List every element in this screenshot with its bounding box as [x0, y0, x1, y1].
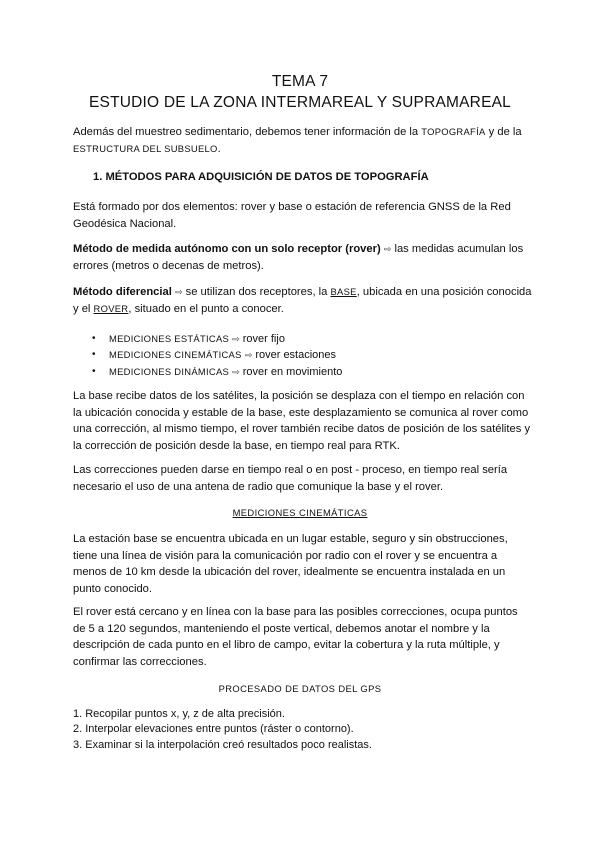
intro-topografia: TOPOGRAFÍA — [421, 126, 486, 137]
intro-estructura: ESTRUCTURA DEL SUBSUELO — [73, 142, 218, 154]
arrow-icon: ⇨ — [232, 334, 240, 344]
list-item: 2. Interpolar elevaciones entre puntos (ráster o contorno). — [73, 723, 354, 736]
section-1-heading: 1. MÉTODOS PARA ADQUISICIÓN DE DATOS DE TOPOGRAFÍA — [93, 171, 429, 183]
metodo-autonomo-text: las medidas acumulan los errores (metros o decenas de metros). — [73, 243, 524, 272]
intro-text-3: . — [217, 142, 221, 155]
arrow-icon: ⇨ — [244, 350, 253, 361]
list-item — [92, 364, 342, 380]
intro-paragraph — [73, 124, 543, 157]
medicion-value: rover en movimiento — [239, 365, 343, 378]
list-item — [92, 347, 342, 363]
paragraph-correcciones: Las correcciones pueden darse en tiempo real o en post - proceso, en tiempo real sería necesario el uso de una antena de radio que comunique la base y el rover. — [73, 464, 508, 493]
medicion-value: rover estaciones — [252, 349, 337, 362]
arrow-icon: ⇨ — [174, 287, 183, 297]
medicion-value: rover fijo — [239, 333, 285, 345]
medicion-label: MEDICIONES CINEMÁTICAS — [109, 349, 242, 361]
list-item: 3. Examinar si la interpolación creó resultados poco realistas. — [73, 738, 372, 751]
paragraph-formado: Está formado por dos elementos: rover y base o estación de referencia GNSS de la Red Geodésica Nacional. — [73, 201, 511, 230]
metodo-diferencial-text-3: , situado en el punto a conocer. — [128, 302, 284, 315]
intro-text-2: y de la — [485, 126, 522, 138]
procesado-list — [73, 707, 372, 753]
paragraph-estacion: La estación base se encuentra ubicada en un lugar estable, seguro y sin obstrucciones, tiene una línea de visión para la comunicación por radio con el rover y se encuentra a menos de 10 km desde la ubicación del rover, idealmente se encuentra instalada en un punto conocido. — [73, 533, 508, 595]
heading-mediciones-cinematicas: MEDICIONES CINEMÁTICAS — [232, 507, 368, 518]
arrow-icon: ⇨ — [232, 366, 240, 377]
medicion-label: MEDICIONES ESTÁTICAS — [109, 333, 230, 344]
chapter-title: ESTUDIO DE LA ZONA INTERMAREAL Y SUPRAMAREAL — [89, 94, 511, 111]
paragraph-base: La base recibe datos de los satélites, la posición se desplaza con el tiempo en relación con la ubicación conocida y estable de la base, este desplazamiento se comunica al rover como una corrección, al mismo tiempo, el rover también recibe datos de posición de los satélites y la corrección de posición desde la base, en tiempo real para RTK. — [73, 390, 531, 452]
mediciones-list — [92, 331, 342, 380]
rover-term: ROVER — [93, 302, 129, 314]
metodo-autonomo-label: Método de medida autónomo con un solo receptor (rover) — [73, 243, 381, 255]
base-term: BASE — [330, 286, 357, 297]
arrow-icon: ⇨ — [383, 244, 392, 254]
metodo-diferencial-text-1: se utilizan dos receptores, la — [182, 286, 331, 298]
paragraph-metodo-autonomo — [73, 241, 533, 274]
medicion-label: MEDICIONES DINÁMICAS — [109, 365, 230, 377]
paragraph-rover: El rover está cercano y en línea con la base para las posibles correcciones, ocupa puntos de 5 a 120 segundos, manteniendo el poste vertical, debemos anotar el nombre y la descripción de cada punto en el libro de campo, evitar la cobertura y la ruta múltiple, y confirmar las correcciones. — [73, 606, 518, 668]
metodo-diferencial-text-2: , ubicada en una posición conocida y el — [73, 286, 532, 315]
paragraph-metodo-diferencial — [73, 284, 533, 317]
list-item: 1. Recopilar puntos x, y, z de alta precisión. — [73, 708, 285, 720]
intro-text-1: Además del muestreo sedimentario, debemos tener información de la — [73, 126, 422, 138]
list-item — [92, 331, 342, 347]
heading-procesado: PROCESADO DE DATOS DEL GPS — [218, 683, 382, 694]
tema-title: TEMA 7 — [271, 73, 329, 90]
metodo-diferencial-label: Método diferencial — [73, 286, 172, 298]
